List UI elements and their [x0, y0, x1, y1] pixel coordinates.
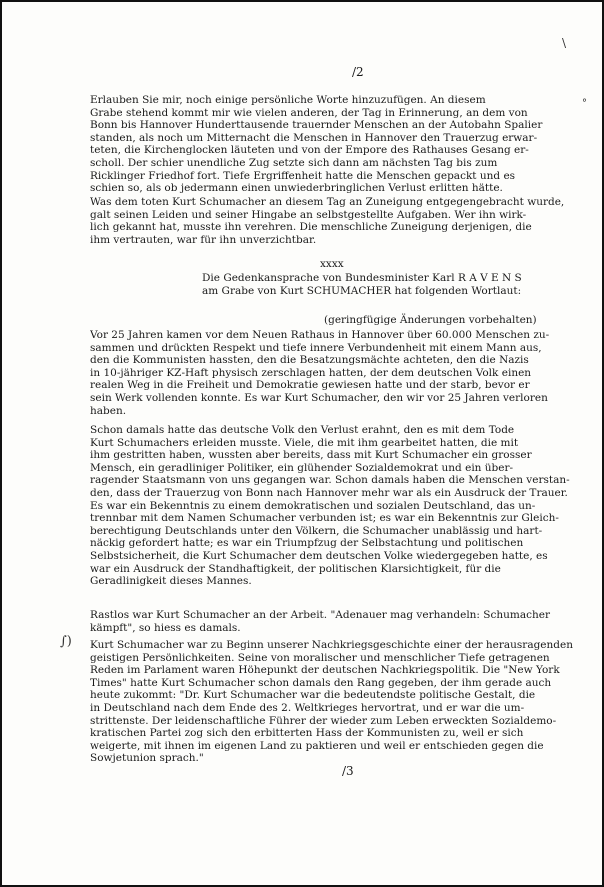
text-line: lich gekannt hat, musste ihn verehren. Die menschliche Zuneigung derjenigen, die: [90, 221, 532, 234]
text-line: schien so, als ob jedermann einen unwiederbringlichen Verlust erlitten hätte.: [90, 182, 503, 195]
text-line: heute zukommt: "Dr. Kurt Schumacher war die bedeutendste politische Gestalt, die: [90, 689, 536, 702]
text-line: scholl. Der schier unendliche Zug setzte sich dann am nächsten Tag bis zum: [90, 156, 498, 169]
text-line: in Deutschland nach dem Ende des 2. Weltkrieges hervortrat, und er war die um-: [90, 701, 525, 714]
margin-handwritten-mark: ∫): [60, 634, 72, 649]
heading-line: am Grabe von Kurt SCHUMACHER hat folgenden Wortlaut:: [202, 285, 522, 297]
text-line: sammen und drückten Respekt und tiefe innere Verbundenheit mit einem Mann aus,: [90, 341, 542, 354]
text-line: Grabe stehend kommt mir wie vielen anderen, der Tag in Erinnerung, an dem von: [90, 106, 528, 119]
text-line: Rastlos war Kurt Schumacher an der Arbeit. "Adenauer mag verhandeln: Schumacher: [90, 609, 551, 621]
text-line: Vor 25 Jahren kamen vor dem Neuen Rathaus in Hannover über 60.000 Menschen zu-: [90, 329, 550, 341]
text-line: trennbar mit dem Namen Schumacher verbunden ist; es war ein Bekenntnis zur Gleich-: [90, 512, 559, 525]
text-line: standen, als noch um Mitternacht die Menschen in Hannover den Trauerzug erwar-: [90, 131, 538, 144]
text-line: Times" hatte Kurt Schumacher schon damals den Rang gegeben, der ihm gerade auch: [90, 676, 552, 689]
text-line: Reden im Parlament waren Höhepunkt der deutschen Nachkriegspolitik. Die "New York: [90, 664, 560, 677]
heading-line: Die Gedenkansprache von Bundesminister Karl R A V E N S: [202, 272, 522, 284]
speech-heading: [202, 272, 562, 298]
section-separator: xxxx: [320, 258, 344, 270]
text-line: ihm gestritten haben, wussten aber bereits, dass mit Kurt Schumacher ein grosser: [90, 449, 532, 462]
text-line: ragender Staatsmann von uns gegangen war. Schon damals haben die Menschen verstan-: [90, 474, 570, 487]
paragraph-5: [90, 609, 578, 634]
paragraph-6: [90, 639, 578, 765]
text-line: Kurt Schumacher war zu Beginn unserer Nachkriegsgeschichte einer der herausragenden: [90, 639, 573, 651]
text-line: den die Kommunisten hassten, den die Besatzungsmächte achteten, den die Nazis: [90, 354, 529, 367]
text-line: kämpft", so hiess es damals.: [90, 621, 241, 634]
text-line: sein Werk vollenden konnte. Es war Kurt Schumacher, den wir vor 25 Jahren verloren: [90, 391, 548, 404]
text-line: berechtigung Deutschlands unter den Völkern, die Schumacher unablässig und hart-: [90, 524, 543, 537]
text-line: haben.: [90, 404, 127, 417]
text-line: strittenste. Der leidenschaftliche Führer der wieder zum Leben erweckten Sozialdemo-: [90, 714, 557, 727]
corner-pen-mark: \: [562, 36, 567, 50]
text-line: galt seinen Leiden und seiner Hingabe an selbstgestellte Aufgaben. Wer ihn wirk-: [90, 208, 527, 221]
paragraph-3: [90, 329, 578, 417]
text-line: in 10-jähriger KZ-Haft physisch zerschlagen hatten, der dem deutschen Volk einen: [90, 366, 532, 379]
text-line: Mensch, ein geradliniger Politiker, ein glühender Sozialdemokrat und ein über-: [90, 461, 514, 474]
text-line: ihm vertrauten, war für ihn unverzichtbar.: [90, 233, 317, 246]
changes-note: (geringfügige Änderungen vorbehalten): [324, 314, 537, 326]
text-line: Was dem toten Kurt Schumacher an diesem Tag an Zuneigung entgegengebracht wurde,: [90, 196, 565, 208]
text-line: teten, die Kirchenglocken läuteten und von der Empore des Rathauses Gesang er-: [90, 144, 529, 157]
text-line: Es war ein Bekenntnis zu einem demokratischen und sozialen Deutschland, das un-: [90, 499, 536, 512]
page-number-bottom: /3: [342, 764, 354, 778]
page-number-top: /2: [352, 65, 364, 79]
text-line: geistigen Persönlichkeiten. Seine von moralischer und menschlicher Tiefe getragenen: [90, 651, 550, 664]
text-line: Schon damals hatte das deutsche Volk den Verlust erahnt, den es mit dem Tode: [90, 424, 515, 436]
text-line: näckig gefordert hatte; es war ein Triumpfzug der Selbstachtung und politischen: [90, 537, 524, 550]
text-line: war ein Ausdruck der Standhaftigkeit, der politischen Klarsichtigkeit, für die: [90, 562, 501, 575]
text-line: Bonn bis Hannover Hunderttausende trauernder Menschen an der Autobahn Spalier: [90, 119, 543, 132]
text-line: Kurt Schumachers erleiden musste. Viele, die mit ihm gearbeitet hatten, die mit: [90, 436, 519, 449]
text-line: weigerte, mit ihnen im eigenen Land zu paktieren und weil er entschieden gegen die: [90, 739, 544, 752]
text-line: kratischen Partei zog sich den erbitterten Hass der Kommunisten zu, weil er sich: [90, 727, 524, 740]
text-line: den, dass der Trauerzug von Bonn nach Hannover mehr war als ein Ausdruck der Trauer.: [90, 486, 568, 499]
text-line: Selbstsicherheit, die Kurt Schumacher dem deutschen Volke wiedergegeben hatte, es: [90, 549, 548, 562]
margin-dot: °: [582, 98, 587, 109]
text-line: Ricklinger Friedhof fort. Tiefe Ergriffenheit hatte die Menschen gepackt und es: [90, 169, 516, 182]
paragraph-2: [90, 196, 578, 246]
text-line: Geradlinigkeit dieses Mannes.: [90, 575, 252, 588]
paragraph-4: [90, 424, 578, 588]
paragraph-1: [90, 94, 578, 195]
text-line: Sowjetunion sprach.": [90, 752, 204, 765]
text-line: Erlauben Sie mir, noch einige persönliche Worte hinzuzufügen. An diesem: [90, 94, 486, 106]
text-line: realen Weg in die Freiheit und Demokratie gewiesen hatte und der starb, bevor er: [90, 379, 530, 392]
